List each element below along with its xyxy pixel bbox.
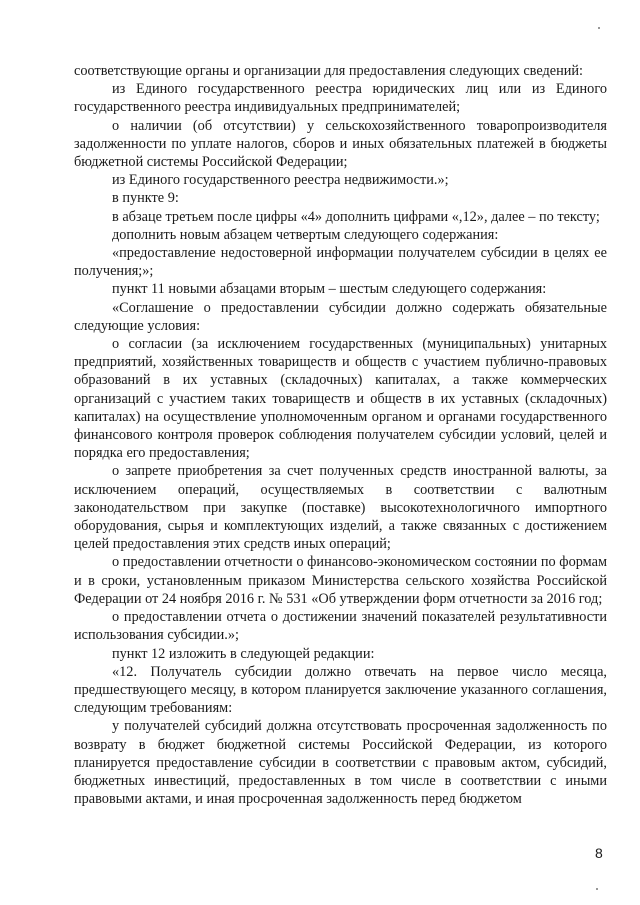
scan-speck [596, 888, 598, 890]
paragraph: пункт 11 новыми абзацами вторым – шестым следующего содержания: [112, 281, 547, 298]
paragraph: дополнить новым абзацем четвертым следующего содержания: [112, 226, 499, 243]
paragraph: о предоставлении отчета о достижении значений показателей результативности использования субсидии.»; [74, 609, 607, 644]
paragraph: пункт 12 изложить в следующей редакции: [112, 645, 375, 662]
paragraph: в пункте 9: [112, 190, 179, 207]
paragraph: из Единого государственного реестра недвижимости.»; [112, 172, 449, 189]
paragraph: «12. Получатель субсидии должно отвечать на первое число месяца, предшествующего месяцу, в котором планируется заключение указанного соглашения, следующим требованиям: [74, 663, 607, 717]
paragraph: «предоставление недостоверной информации получателем субсидии в целях ее получения;»; [74, 245, 607, 280]
paragraph: о запрете приобретения за счет полученных средств иностранной валюты, за исключением операций, осуществляемых в соответствии с валютным законодательством при закупке (поставке) высокотехнологичного импортного оборудования, сырья и комплектующих изделий, а также связанных с достижением целей предоставления этих средств иных операций; [74, 463, 607, 553]
document-body [74, 62, 607, 808]
paragraph: из Единого государственного реестра юридических лиц или из Единого государственного реестра индивидуальных предпринимателей; [74, 81, 607, 116]
paragraph: о наличии (об отсутствии) у сельскохозяйственного товаропроизводителя задолженности по уплате налогов, сборов и иных обязательных платежей в бюджеты бюджетной системы Российской Федерации; [74, 117, 607, 171]
paragraph: о согласии (за исключением государственных (муниципальных) унитарных предприятий, хозяйственных товариществ и обществ с участием публично-правовых образований в их уставных (складочных) капиталах, а также коммерческих организаций с участием таких товариществ и обществ в их уставных (складочных) капиталах) на осуществление уполномоченным органом и органами государственного финансового контроля проверок соблюдения получателем субсидии условий, целей и порядка его предоставления; [74, 336, 607, 462]
paragraph: в абзаце третьем после цифры «4» дополнить цифрами «,12», далее – по тексту; [112, 208, 600, 225]
paragraph: соответствующие органы и организации для предоставления следующих сведений: [74, 63, 584, 79]
paragraph: у получателей субсидий должна отсутствовать просроченная задолженность по возврату в бюджет бюджетной системы Российской Федерации, из которого планируется предоставление субсидии в соответствии с правовым актом, субсидий, бюджетных инвестиций, предоставленных в том числе в соответствии с иными правовыми актами, и иная просроченная задолженность перед бюджетом [74, 718, 607, 808]
page-number: 8 [595, 845, 603, 861]
paragraph: о предоставлении отчетности о финансово-экономическом состоянии по формам и в сроки, установленным приказом Министерства сельского хозяйства Российской Федерации от 24 ноября 2016 г. № 531 «Об утверждении форм отчетности за 2016 год; [74, 554, 607, 607]
paragraph: «Соглашение о предоставлении субсидии должно содержать обязательные следующие условия: [74, 299, 607, 334]
scan-speck [598, 27, 600, 29]
